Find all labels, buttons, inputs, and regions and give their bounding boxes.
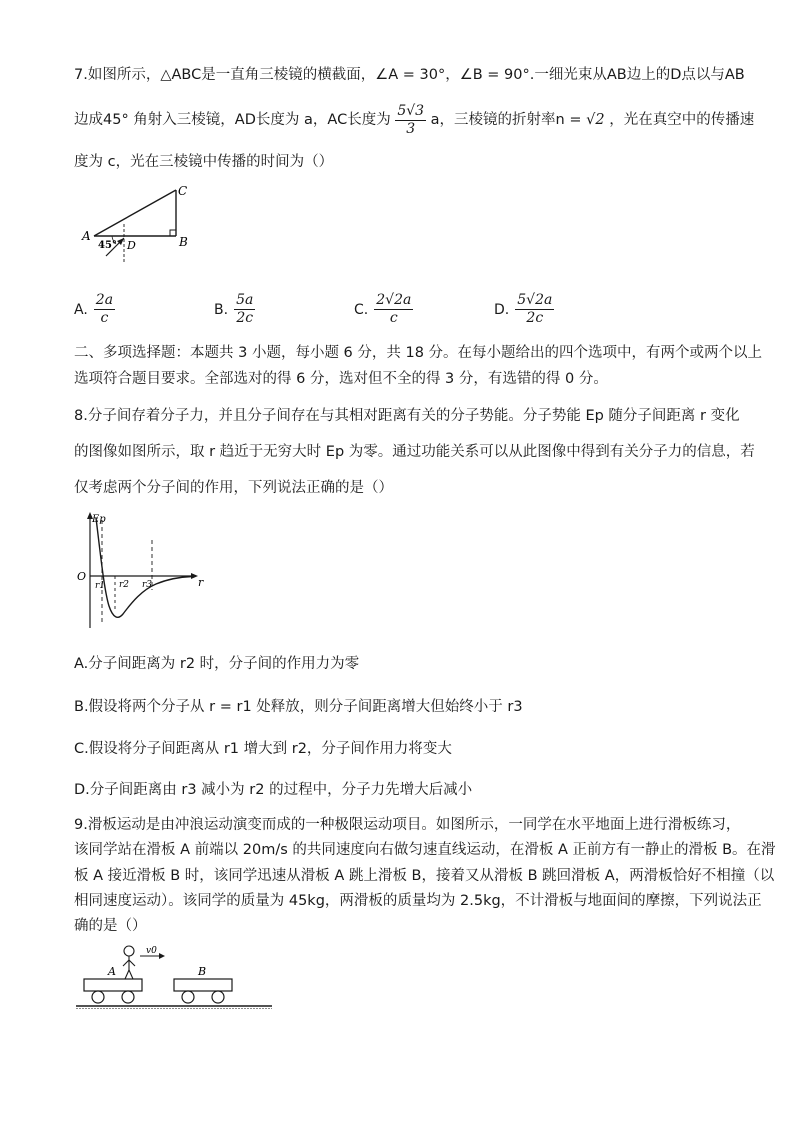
q9-line-4: 相同速度运动）。该同学的质量为 45kg，两滑板的质量均为 2.5kg，不计滑板与地面间的摩擦，下列说法正: [74, 893, 762, 909]
q7-line-2a: 边成45° 角射入三棱镜，AD长度为: [74, 112, 300, 128]
section2-line-1: 二、多项选择题：本题共 3 小题，每小题 6 分，共 18 分。在每小题给出的四个选项中，有两个或两个以上: [74, 345, 763, 361]
q9-skateboard-figure: [76, 942, 276, 1012]
r-axis-arrow: [191, 573, 198, 579]
q7-line-3: 度为 c，光在三棱镜中传播的时间为（）: [74, 154, 334, 170]
q8-line-2: 的图像如图所示，取 r 趋近于无穷大时 Ep 为零。通过功能关系可以从此图像中得到有关分子力的信息，若: [74, 444, 755, 460]
r1-label: r1: [95, 581, 106, 591]
q7-option-c-den: c: [389, 310, 398, 326]
q7-line-2d: ，光在真空中的传播速: [609, 112, 755, 128]
r-label: r: [198, 576, 204, 589]
origin-label: O: [77, 570, 87, 583]
q8-option-b[interactable]: B.假设将两个分子从 r = r1 处释放，则分子间距离增大但始终小于 r3: [74, 699, 523, 715]
q7-option-d-den: 2c: [526, 310, 544, 326]
section2-line-2: 选项符合题目要求。全部选对的得 6 分，选对但不全的得 3 分，有选错的得 0 分。: [74, 371, 608, 387]
q7-option-c-num: 2√2a: [376, 292, 412, 308]
q7-option-d-num: 5√2a: [517, 292, 553, 308]
q7-option-b[interactable]: [214, 292, 255, 327]
label-d: D: [127, 239, 136, 252]
q8-option-a[interactable]: A.分子间距离为 r2 时，分子间的作用力为零: [74, 656, 360, 672]
q7-line-2: [74, 102, 754, 138]
q7-option-c-fraction: [374, 292, 413, 327]
label-c: C: [178, 184, 188, 198]
q8-line-3: 仅考虑两个分子间的作用，下列说法正确的是（）: [74, 480, 393, 496]
q7-line-2c: a，三棱镜的折射率n =: [430, 112, 582, 128]
board-b-wheel-left: [182, 991, 194, 1003]
label-a: A: [82, 229, 91, 243]
q8-line-1: 8.分子间存着分子力，并且分子间存在与其相对距离有关的分子势能。分子势能 Ep 随分子间距离 r 变化: [74, 408, 740, 424]
q7-option-b-label: B.: [214, 301, 229, 318]
q8-option-d[interactable]: D.分子间距离由 r3 减小为 r2 的过程中，分子力先增大后减小: [74, 782, 473, 798]
q9-line-3: 板 A 接近滑板 B 时，该同学迅速从滑板 A 跳上滑板 B，接着又从滑板 B 跳回滑板 A，两滑板恰好不相撞（以: [74, 868, 775, 884]
board-b-label: B: [198, 965, 207, 978]
q7-ac-denominator: 3: [406, 120, 416, 137]
q7-option-a-fraction: [94, 292, 115, 327]
r3-label: r3: [142, 580, 153, 590]
q7-option-a[interactable]: [74, 292, 115, 327]
q7-option-a-label: A.: [74, 301, 88, 318]
q7-option-d-label: D.: [494, 301, 510, 318]
board-a-wheel-left: [92, 991, 104, 1003]
q7-option-c-label: C.: [354, 301, 369, 318]
label-b: B: [179, 235, 188, 249]
person-leg-left: [125, 970, 129, 979]
q8-ep-graph: [76, 510, 206, 632]
ep-label: Ep: [92, 514, 106, 525]
board-a-label: A: [108, 965, 116, 978]
q7-option-d-fraction: [515, 292, 554, 327]
q7-line-2b: a，AC长度为: [304, 112, 391, 128]
right-angle-mark: [170, 230, 176, 236]
q8-option-c[interactable]: C.假设将分子间距离从 r1 增大到 r2，分子间作用力将变大: [74, 741, 452, 757]
person-arm-left: [123, 960, 129, 966]
person-arm-right: [129, 960, 135, 966]
q7-option-b-num: 5a: [236, 292, 254, 308]
ep-curve: [96, 518, 192, 617]
board-b: [174, 979, 232, 991]
q7-n-value: √2: [586, 112, 605, 128]
board-a: [84, 979, 142, 991]
q7-option-b-den: 2c: [236, 310, 254, 326]
prism-side-ac: [94, 190, 176, 236]
person-leg-right: [129, 970, 133, 979]
q7-prism-figure: [78, 182, 198, 264]
board-a-wheel-right: [122, 991, 134, 1003]
r2-label: r2: [119, 580, 130, 590]
q7-option-d[interactable]: [494, 292, 554, 327]
label-45: 45°: [98, 240, 117, 251]
v0-label: v0: [146, 946, 157, 956]
q7-option-a-num: 2a: [95, 292, 114, 308]
q7-ac-numerator: 5√3: [397, 102, 425, 119]
q7-line-1: 7.如图所示，△ABC是一直角三棱镜的横截面，∠A = 30°，∠B = 90°.一细光束从AB边上的D点以与AB: [74, 67, 745, 83]
q7-ac-fraction: [395, 103, 426, 138]
board-b-wheel-right: [212, 991, 224, 1003]
q7-option-b-fraction: [234, 292, 255, 327]
q7-option-a-den: c: [100, 310, 109, 326]
person-head: [124, 946, 134, 956]
q9-line-5: 确的是（）: [74, 918, 147, 934]
q7-option-c[interactable]: [354, 292, 413, 327]
v0-arrowhead: [159, 953, 165, 959]
q9-line-1: 9.滑板运动是由冲浪运动演变而成的一种极限运动项目。如图所示，一同学在水平地面上进行滑板练习，: [74, 817, 741, 833]
q9-line-2: 该同学站在滑板 A 前端以 20m/s 的共同速度向右做匀速直线运动，在滑板 A 正前方有一静止的滑板 B。在滑: [74, 842, 776, 858]
